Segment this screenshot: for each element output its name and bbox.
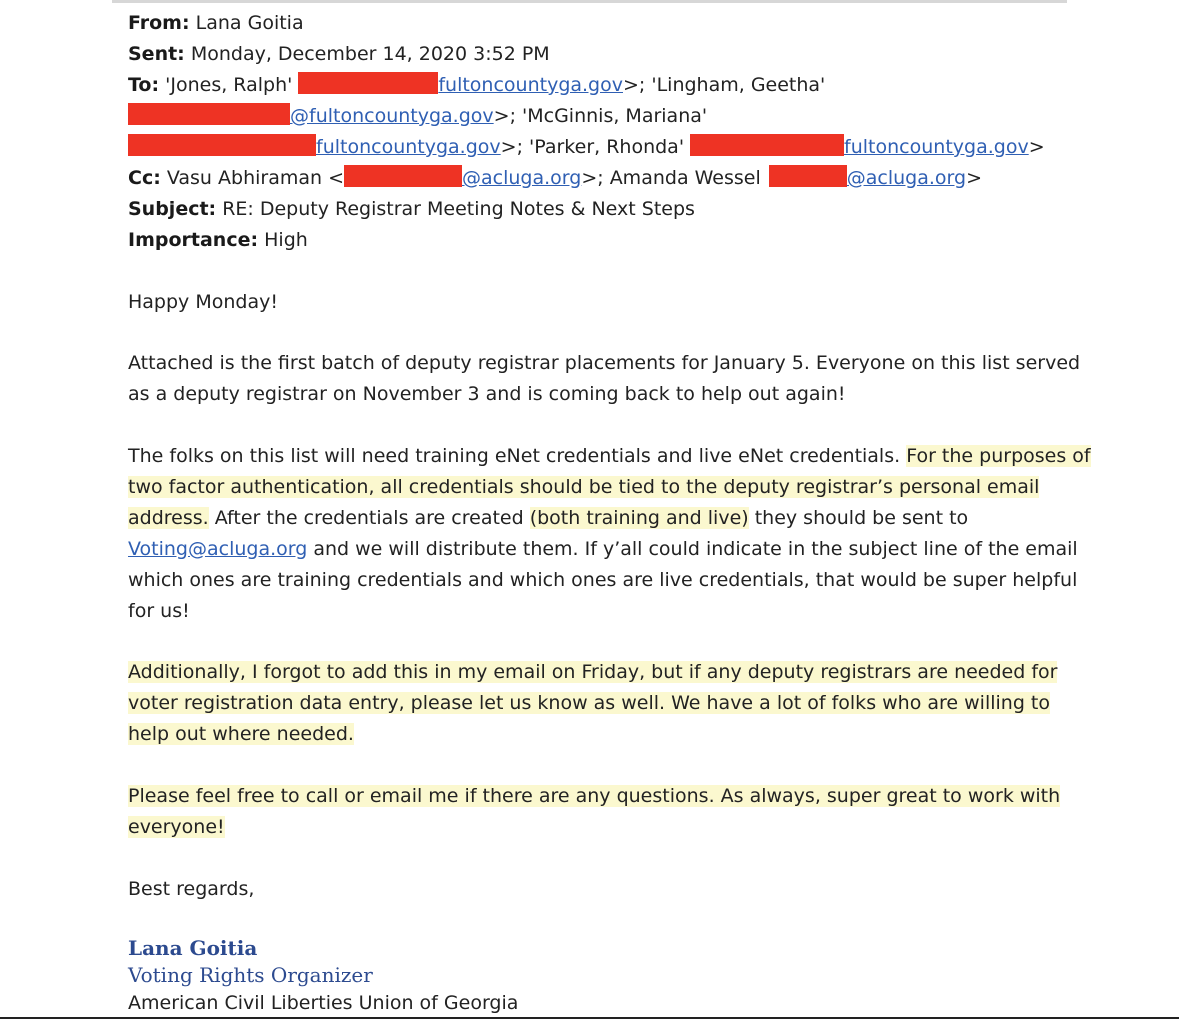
highlighted-text: everyone!: [128, 815, 225, 838]
paragraph-1-line-1: Attached is the first batch of deputy registrar placements for January 5. Everyone on this list served: [128, 352, 1081, 375]
cc-recipient-1-separator: >; Amanda Wessel: [581, 167, 761, 189]
redaction-bar: [128, 134, 316, 156]
top-divider: [112, 0, 1067, 3]
cc-line: [128, 163, 1088, 194]
cc-recipient-2-separator: >: [966, 167, 983, 189]
highlighted-text: two factor authentication, all credentials should be tied to the deputy registrar’s personal email: [128, 475, 1040, 498]
highlighted-text: (both training and live): [529, 506, 749, 529]
to-recipient-4-email-link[interactable]: fultoncountyga.gov: [844, 136, 1029, 158]
redaction-bar: [344, 165, 462, 187]
paragraph-3-line-1: [128, 657, 1088, 688]
subject-label: Subject:: [128, 198, 217, 220]
to-line-continued-2: [128, 132, 1088, 163]
highlighted-text: voter registration data entry, please let us know as well. We have a lot of folks who are willing to: [128, 692, 1051, 715]
to-recipient-3-email-link[interactable]: fultoncountyga.gov: [316, 136, 501, 158]
to-recipient-2-email-link[interactable]: @fultoncountyga.gov: [290, 105, 494, 127]
subject-line: [128, 194, 1088, 225]
sent-value: Monday, December 14, 2020 3:52 PM: [190, 43, 550, 65]
signature-organization: American Civil Liberties Union of Georgia: [128, 992, 519, 1015]
paragraph-2-line-3: [128, 503, 1088, 534]
closing: Best regards,: [128, 877, 255, 900]
subject-value: RE: Deputy Registrar Meeting Notes & Next Steps: [222, 198, 695, 220]
signature-title: Voting Rights Organizer: [128, 963, 373, 988]
paragraph-3-line-3: [128, 719, 1088, 750]
to-recipient-1-name: 'Jones, Ralph': [165, 74, 293, 96]
to-recipient-1-email-link[interactable]: fultoncountyga.gov: [438, 74, 623, 96]
paragraph-1-line-2: as a deputy registrar on November 3 and is coming back to help out again!: [128, 383, 846, 406]
to-recipient-4-separator: >: [1028, 136, 1045, 158]
from-label: From:: [128, 12, 190, 34]
cc-recipient-1-name: Vasu Abhiraman <: [166, 167, 344, 189]
paragraph-2-text: and we will distribute them. If y’all could indicate in the subject line of the email: [307, 537, 1078, 560]
importance-value: High: [264, 229, 308, 251]
paragraph-2-line-6: for us!: [128, 599, 190, 622]
to-recipient-1-separator: >; 'Lingham, Geetha': [623, 74, 826, 96]
highlighted-text: help out where needed.: [128, 723, 354, 746]
greeting: Happy Monday!: [128, 290, 278, 313]
redaction-bar: [128, 103, 290, 125]
to-line-continued-1: [128, 101, 1088, 132]
paragraph-2-line-1: [128, 441, 1091, 472]
importance-line: [128, 225, 1088, 256]
to-line: [128, 70, 1088, 101]
paragraph-2-line-2: [128, 472, 1088, 503]
signature-name: Lana Goitia: [128, 936, 258, 961]
from-value: Lana Goitia: [195, 12, 304, 34]
paragraph-2-line-5: which ones are training credentials and which ones are live credentials, that would be super helpful: [128, 568, 1078, 591]
highlighted-text: Please feel free to call or email me if there are any questions. As always, super great to work with: [128, 784, 1061, 807]
paragraph-4-line-1: [128, 781, 1088, 812]
importance-label: Importance:: [128, 229, 259, 251]
paragraph-2-text: they should be sent to: [748, 506, 969, 529]
to-recipient-3-separator: >; 'Parker, Rhonda': [500, 136, 685, 158]
paragraph-4-line-2: [128, 812, 1088, 843]
to-recipient-2-separator: >; 'McGinnis, Mariana': [493, 105, 708, 127]
sent-line: [128, 39, 1088, 70]
email-document: [128, 8, 1091, 1017]
paragraph-2-text: The folks on this list will need training eNet credentials and live eNet credentials.: [128, 444, 907, 467]
highlighted-text: address.: [128, 506, 209, 529]
cc-recipient-1-email-link[interactable]: @acluga.org: [462, 167, 582, 189]
paragraph-3-line-2: [128, 688, 1088, 719]
paragraph-2-text: After the credentials are created: [208, 506, 530, 529]
bottom-divider: [0, 1017, 1179, 1019]
highlighted-text: For the purposes of: [906, 444, 1091, 467]
cc-label: Cc:: [128, 167, 161, 189]
sent-label: Sent:: [128, 43, 185, 65]
cc-recipient-2-email-link[interactable]: @acluga.org: [846, 167, 967, 189]
from-line: [128, 8, 1088, 39]
to-label: To:: [128, 74, 160, 96]
paragraph-2-line-4: [128, 534, 1088, 565]
redaction-bar: [690, 134, 844, 156]
redaction-bar: [769, 165, 847, 187]
highlighted-text: Additionally, I forgot to add this in my email on Friday, but if any deputy registrars are needed for: [128, 661, 1058, 684]
voting-email-link[interactable]: Voting@acluga.org: [128, 537, 308, 560]
redaction-bar: [298, 72, 438, 94]
